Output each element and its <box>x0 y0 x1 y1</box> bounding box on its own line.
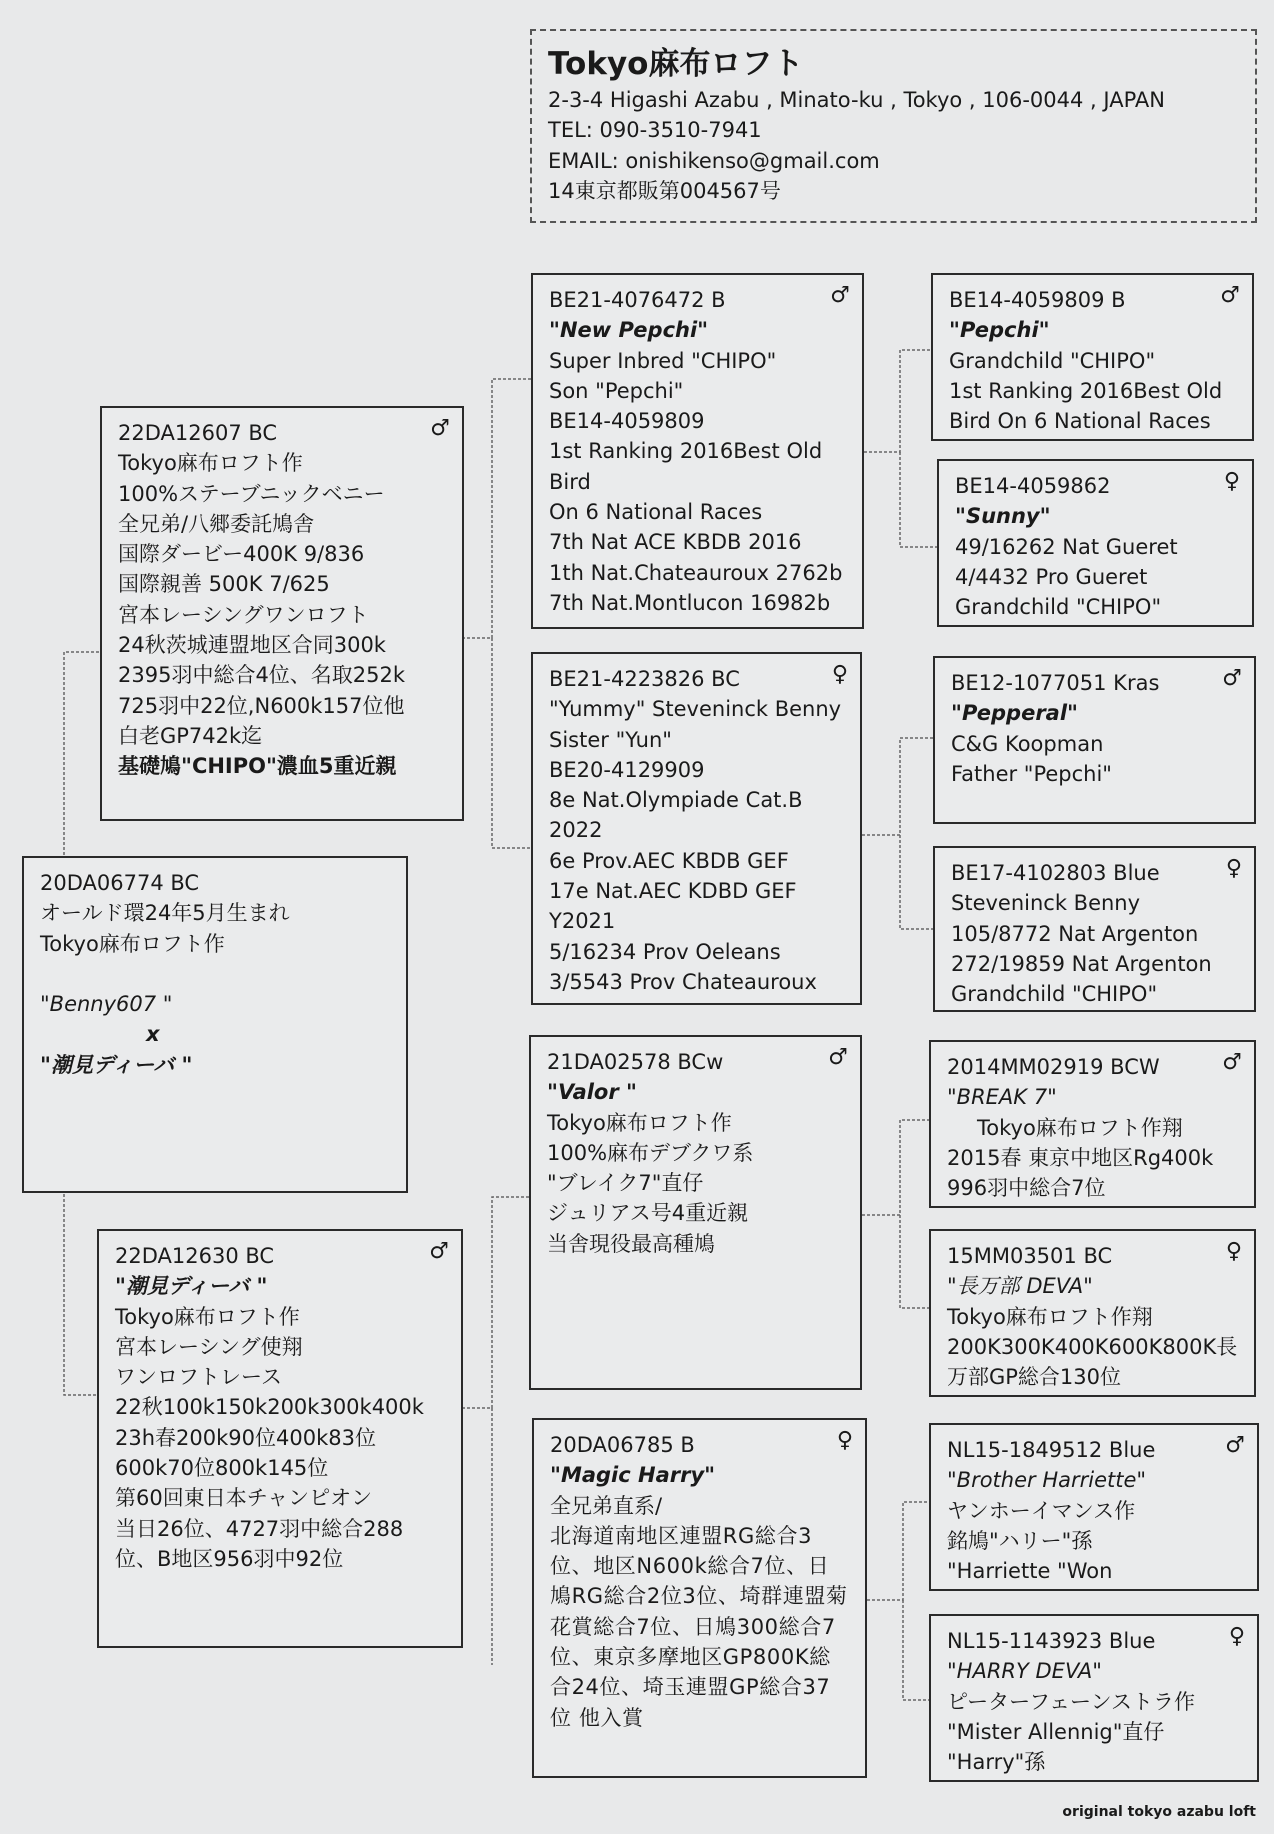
pedigree-line: "Harriette "Won <box>947 1559 1113 1584</box>
ring-number: 22DA12607 BC <box>118 421 278 445</box>
breeder: Tokyo麻布ロフト作 <box>40 931 225 956</box>
pedigree-line: 位、B地区956羽中92位 <box>115 1546 344 1571</box>
pedigree-line: ヤンホーイマンス作 <box>947 1498 1136 1523</box>
sire-card <box>100 406 464 821</box>
loft-email[interactable]: EMAIL: onishikenso@gmail.com <box>548 148 880 173</box>
pedigree-line: 23h春200k90位400k83位 <box>115 1425 376 1450</box>
pedigree-line: 996羽中総合7位 <box>947 1176 1106 1201</box>
pedigree-line: Tokyo麻布ロフト作 <box>115 1304 300 1329</box>
pedigree-line: 万部GP総合130位 <box>947 1365 1122 1390</box>
pedigree-line: On 6 National Races <box>549 500 763 525</box>
ring-number: BE14-4059809 B <box>949 288 1126 312</box>
dsd-card <box>929 1229 1256 1397</box>
pedigree-line: ワンロフトレース <box>115 1365 282 1390</box>
pedigree-line: Grandchild "CHIPO" <box>955 595 1162 620</box>
ring-number: 20DA06774 BC <box>40 871 200 895</box>
ring-number: BE12-1077051 Kras <box>951 671 1160 695</box>
male-icon: ♂ <box>430 416 450 441</box>
loft-license: 14東京都販第004567号 <box>548 178 781 203</box>
pedigree-line: 1st Ranking 2016Best Old <box>949 378 1223 403</box>
pedigree-line: "ブレイク7"直仔 <box>547 1171 704 1196</box>
male-icon: ♂ <box>1220 283 1240 308</box>
pedigree-line: 7th Nat.Montlucon 16982b <box>549 590 831 615</box>
pedigree-line: 1st Ranking 2016Best Old <box>549 439 823 464</box>
ring-number: BE17-4102803 Blue <box>951 861 1160 885</box>
pedigree-line: 1th Nat.Chateauroux 2762b <box>549 560 843 585</box>
bird-name: "Pepchi" <box>949 318 1050 343</box>
female-icon: ♀ <box>1225 1239 1242 1264</box>
ring-number: NL15-1849512 Blue <box>947 1438 1156 1462</box>
bird-name: "Valor " <box>547 1080 637 1105</box>
bird-name: "New Pepchi" <box>549 318 709 343</box>
bird-name: "Brother Harriette" <box>947 1468 1147 1493</box>
female-icon: ♀ <box>1228 1624 1245 1649</box>
ring-number: BE21-4223826 BC <box>549 667 740 691</box>
pedigree-line: 725羽中22位,N600k157位他 <box>118 693 405 718</box>
pedigree-line: 基礎鳩"CHIPO"濃血5重近親 <box>118 754 397 779</box>
loft-address: 2-3-4 Higashi Azabu , Minato-ku , Tokyo , 106-0044 , JAPAN <box>548 88 1165 112</box>
loft-tel: TEL: 090-3510-7941 <box>548 118 762 143</box>
birth-info: オールド環24年5月生まれ <box>40 901 290 926</box>
pedigree-line: 272/19859 Nat Argenton <box>951 951 1212 976</box>
male-icon: ♂ <box>429 1239 449 1264</box>
sds-card <box>933 656 1256 824</box>
pedigree-line: 国際ダービー400K 9/836 <box>118 542 365 567</box>
bird-name: "Pepperal" <box>951 701 1078 726</box>
pedigree-line: 17e Nat.AEC KDBD GEF <box>549 879 797 904</box>
pedigree-line: Bird <box>549 469 591 494</box>
bird-name: "Magic Harry" <box>550 1463 716 1488</box>
pedigree-line: 5/16234 Prov Oeleans <box>549 939 781 964</box>
dss-card <box>929 1040 1256 1208</box>
pedigree-line: 宮本レーシングワンロフト <box>118 602 369 627</box>
race-results: 北海道南地区連盟RG総合3位、地区N600k総合7位、日鳩RG総合2位3位、埼群連盟菊花賞総合7位、日鳩300総合7位、東京多摩地区GP800K総合24位、埼玉連盟GP総合37位 他入賞 <box>550 1523 848 1730</box>
pedigree-line: 600k70位800k145位 <box>115 1456 329 1481</box>
footer-credit: original tokyo azabu loft <box>1062 1804 1256 1820</box>
pedigree-line: 2395羽中総合4位、名取252k <box>118 663 406 688</box>
pedigree-line: 銘鳩"ハリー"孫 <box>947 1528 1093 1553</box>
pedigree-line: 宮本レーシング使翔 <box>115 1334 303 1359</box>
pedigree-line: 3/5543 Prov Chateauroux <box>549 969 817 994</box>
female-icon: ♀ <box>836 1428 853 1453</box>
dam-sire-card <box>529 1035 862 1390</box>
pedigree-line: Y2021 <box>549 909 616 934</box>
subject-bird-card <box>22 856 408 1193</box>
pedigree-line: Steveninck Benny <box>951 891 1141 916</box>
pedigree-line: Tokyo麻布ロフト作 <box>118 451 303 476</box>
bird-name: "Yummy" Steveninck Benny <box>549 697 842 722</box>
ring-number: BE21-4076472 B <box>549 288 726 312</box>
pedigree-line: 当舎現役最高種鳩 <box>547 1231 715 1256</box>
pedigree-line: 100%ステーブニックベニー <box>118 481 385 506</box>
bird-name: "HARRY DEVA" <box>947 1659 1102 1684</box>
pedigree-line: 4/4432 Pro Gueret <box>955 564 1148 589</box>
pedigree-line: 2022 <box>549 818 603 843</box>
sire-sire-card <box>531 273 864 629</box>
pedigree-line: Super Inbred "CHIPO" <box>549 348 777 373</box>
ring-number: 22DA12630 BC <box>115 1244 275 1268</box>
dds-card <box>929 1423 1259 1591</box>
pedigree-line: ジュリアス号4重近親 <box>547 1201 749 1226</box>
pedigree-line: ピーターフェーンストラ作 <box>947 1689 1196 1714</box>
pedigree-line: Father "Pepchi" <box>951 761 1112 786</box>
pedigree-line: 22秋100k150k200k300k400k <box>115 1395 424 1420</box>
pedigree-line: Bird On 6 National Races <box>949 409 1211 434</box>
pedigree-line: 全兄弟直系/ <box>550 1493 663 1518</box>
dam-dam-card <box>532 1418 867 1778</box>
female-icon: ♀ <box>831 662 848 687</box>
pedigree-line: Grandchild "CHIPO" <box>951 982 1158 1007</box>
pedigree-line: 8e Nat.Olympiade Cat.B <box>549 788 803 813</box>
pedigree-line: 当日26位、4727羽中総合288 <box>115 1516 404 1541</box>
cross-mark: x <box>146 1022 160 1047</box>
pedigree-line: 国際親善 500K 7/625 <box>118 572 330 597</box>
bird-name: "長万部 DEVA" <box>947 1274 1093 1299</box>
bird-name: "Sunny" <box>955 504 1051 529</box>
female-icon: ♀ <box>1223 469 1240 494</box>
pedigree-line: BE20-4129909 <box>549 757 705 782</box>
sss-card <box>931 273 1254 441</box>
male-icon: ♂ <box>830 283 850 308</box>
pedigree-line: 第60回東日本チャンピオン <box>115 1486 373 1511</box>
pedigree-line: Tokyo麻布ロフト作翔 <box>977 1115 1183 1140</box>
pedigree-line: 6e Prov.AEC KBDB GEF <box>549 848 789 873</box>
female-icon: ♀ <box>1225 856 1242 881</box>
sire-name: "Benny607 " <box>40 992 173 1017</box>
ring-number: 20DA06785 B <box>550 1433 695 1457</box>
ssd-card <box>937 459 1254 627</box>
pedigree-line: BE14-4059809 <box>549 409 705 434</box>
ring-number: BE14-4059862 <box>955 474 1111 498</box>
pedigree-line: Son "Pepchi" <box>549 378 684 403</box>
ring-number: NL15-1143923 Blue <box>947 1629 1156 1653</box>
pedigree-line: Tokyo麻布ロフト作翔 <box>947 1304 1153 1329</box>
pedigree-line: Tokyo麻布ロフト作 <box>547 1110 732 1135</box>
dam-name: "潮見ディーバ " <box>40 1052 193 1077</box>
pedigree-line: 7th Nat ACE KBDB 2016 <box>549 530 802 555</box>
pedigree-line: Sister "Yun" <box>549 727 672 752</box>
pedigree-line: 白老GP742k迄 <box>118 723 263 748</box>
pedigree-line: 2015春 東京中地区Rg400k <box>947 1145 1214 1170</box>
pedigree-line: 200K300K400K600K800K長 <box>947 1334 1238 1359</box>
pedigree-line: Grandchild "CHIPO" <box>949 348 1156 373</box>
male-icon: ♂ <box>1222 1050 1242 1075</box>
sire-dam-card <box>531 652 862 1005</box>
pedigree-line: "Harry"孫 <box>947 1750 1046 1775</box>
pedigree-line: 全兄弟/八郷委託鳩舎 <box>118 511 315 536</box>
pedigree-line: C&G Koopman <box>951 731 1104 756</box>
pedigree-line: 49/16262 Nat Gueret <box>955 534 1178 559</box>
dam-card <box>97 1229 463 1648</box>
ring-number: 2014MM02919 BCW <box>947 1055 1160 1079</box>
male-icon: ♂ <box>828 1045 848 1070</box>
pedigree-line: "Mister Allennig"直仔 <box>947 1719 1165 1744</box>
ddd-card <box>929 1614 1259 1782</box>
sdd-card <box>933 846 1256 1012</box>
ring-number: 15MM03501 BC <box>947 1244 1113 1268</box>
bird-name: "BREAK 7" <box>947 1085 1057 1110</box>
ring-number: 21DA02578 BCw <box>547 1050 724 1074</box>
male-icon: ♂ <box>1225 1433 1245 1458</box>
pedigree-line: 105/8772 Nat Argenton <box>951 921 1199 946</box>
loft-name: Tokyo麻布ロフト <box>548 46 804 82</box>
pedigree-line: 24秋茨城連盟地区合同300k <box>118 633 386 658</box>
bird-name: "潮見ディーバ " <box>115 1274 268 1299</box>
spacer <box>40 959 390 989</box>
pedigree-line: 100%麻布デブクワ系 <box>547 1140 754 1165</box>
male-icon: ♂ <box>1222 666 1242 691</box>
